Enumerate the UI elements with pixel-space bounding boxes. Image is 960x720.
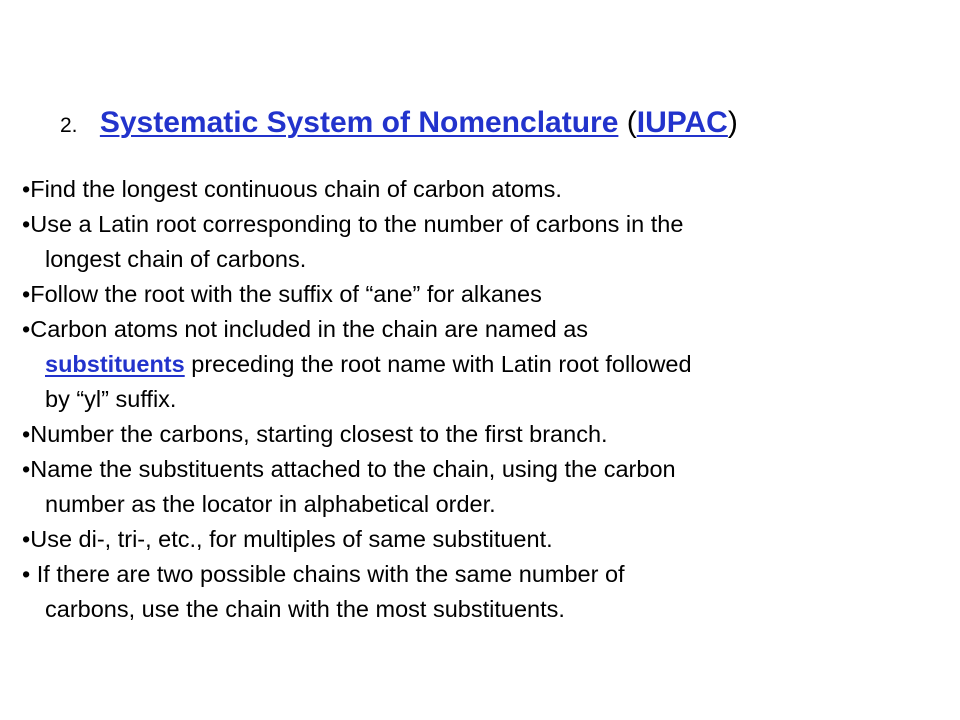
bullet-multiples: •Use di-, tri-, etc., for multiples of same substituent. (22, 526, 553, 552)
bullet-two-chains: • If there are two possible chains with the same number of (22, 561, 625, 587)
bullet-longest-chain: •Find the longest continuous chain of carbon atoms. (22, 176, 562, 202)
bullet-number-carbons: •Number the carbons, starting closest to the first branch. (22, 421, 608, 447)
bullet-list (22, 172, 937, 627)
substituents-cont-text: preceding the root name with Latin root followed (184, 351, 692, 377)
bullet-substituents-cont2: by “yl” suffix. (45, 386, 177, 412)
bullet-name-substituents-cont: number as the locator in alphabetical order. (45, 491, 496, 517)
iupac-link[interactable]: IUPAC (636, 106, 728, 139)
bullet-name-substituents: •Name the substituents attached to the chain, using the carbon (22, 456, 676, 482)
paren-open: ( (626, 106, 637, 139)
paren-close: ) (727, 106, 738, 139)
bullet-latin-root-cont: longest chain of carbons. (45, 246, 307, 272)
bullet-substituents: •Carbon atoms not included in the chain are named as (22, 316, 589, 342)
bullet-two-chains-cont: carbons, use the chain with the most substituents. (45, 596, 565, 622)
substituents-link[interactable]: substituents (45, 351, 185, 377)
slide-title (60, 103, 940, 146)
bullet-ane-suffix: •Follow the root with the suffix of “ane” for alkanes (22, 281, 542, 307)
bullet-latin-root: •Use a Latin root corresponding to the number of carbons in the (22, 211, 684, 237)
nomenclature-link[interactable]: Systematic System of Nomenclature (99, 106, 619, 139)
bullet-substituents-cont (22, 347, 937, 382)
title-number: 2. (60, 114, 78, 137)
